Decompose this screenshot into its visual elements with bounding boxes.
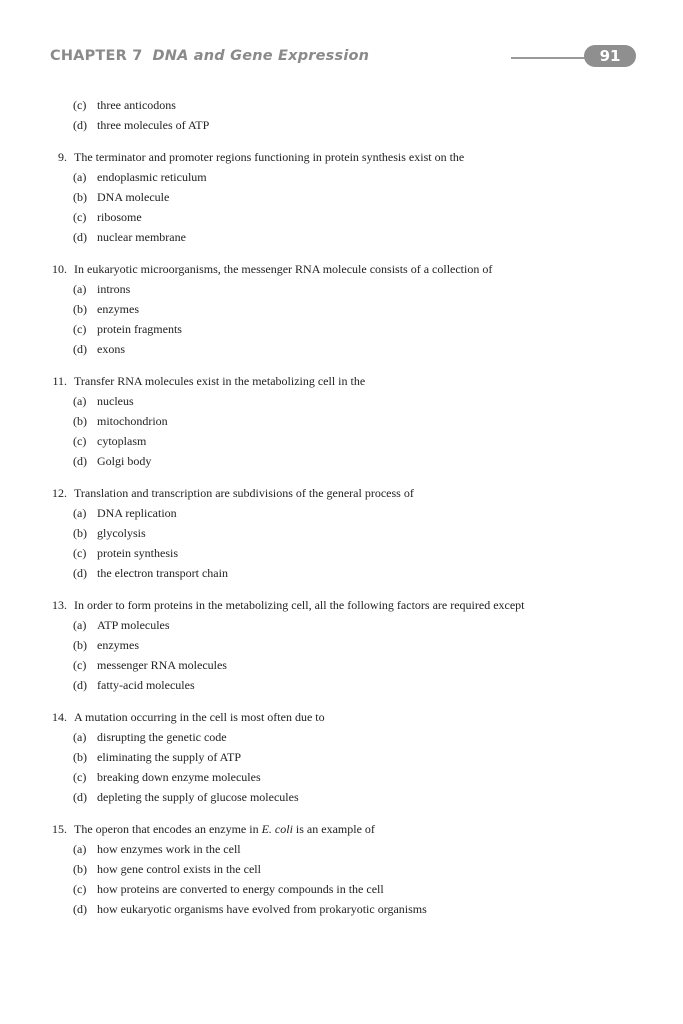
option-text: exons: [97, 342, 125, 356]
option-text: how eukaryotic organisms have evolved from prokaryotic organisms: [97, 902, 427, 916]
option-letter: (b): [73, 862, 87, 876]
option-text: ATP molecules: [97, 618, 170, 632]
option-letter: (d): [73, 790, 87, 804]
option-letter: (b): [73, 414, 87, 428]
answer-option: [73, 394, 134, 408]
answer-option: [73, 414, 168, 428]
question-text-part: is an example of: [292, 822, 375, 836]
option-text: DNA replication: [97, 506, 177, 520]
question-number: 12.: [52, 486, 67, 500]
question-number: 9.: [58, 150, 67, 164]
option-text: nuclear membrane: [97, 230, 186, 244]
option-letter: (a): [73, 170, 87, 184]
answer-option: [73, 902, 427, 916]
option-letter: (b): [73, 526, 87, 540]
option-letter: (c): [73, 882, 87, 896]
answer-option: [73, 566, 228, 580]
option-text: mitochondrion: [97, 414, 168, 428]
chapter-label: CHAPTER 7: [50, 48, 143, 64]
answer-option: [73, 618, 170, 632]
option-letter: (c): [73, 434, 87, 448]
question-number: 11.: [52, 374, 67, 388]
answer-option: [73, 342, 125, 356]
question-text-part: The operon that encodes an enzyme in: [74, 822, 262, 836]
answer-option: [73, 506, 177, 520]
option-letter: (c): [73, 658, 87, 672]
option-text: endoplasmic reticulum: [97, 170, 207, 184]
option-letter: (a): [73, 842, 87, 856]
option-letter: (b): [73, 750, 87, 764]
option-text: protein fragments: [97, 322, 182, 336]
option-letter: (a): [73, 730, 87, 744]
option-letter: (d): [73, 342, 87, 356]
question-text: Transfer RNA molecules exist in the metabolizing cell in the: [74, 374, 366, 388]
question-text: In order to form proteins in the metabolizing cell, all the following factors are required except: [74, 598, 525, 612]
option-text: ribosome: [97, 210, 142, 224]
chapter-title: DNA and Gene Expression: [152, 48, 370, 64]
organism-name: E. coli: [261, 822, 293, 836]
option-letter: (c): [73, 322, 87, 336]
option-text: the electron transport chain: [97, 566, 228, 580]
answer-option: [73, 730, 227, 744]
question-text: In eukaryotic microorganisms, the messenger RNA molecule consists of a collection of: [74, 262, 493, 276]
answer-option: [73, 862, 261, 876]
answer-option: [73, 882, 384, 896]
option-letter: (c): [73, 98, 87, 112]
answer-option: [73, 750, 241, 764]
answer-option: [73, 190, 169, 204]
answer-option: [73, 546, 178, 560]
option-text: messenger RNA molecules: [97, 658, 227, 672]
option-text: how enzymes work in the cell: [97, 842, 241, 856]
answer-option: [73, 526, 146, 540]
answer-option: [73, 658, 227, 672]
option-text: fatty-acid molecules: [97, 678, 195, 692]
option-text: how gene control exists in the cell: [97, 862, 261, 876]
option-text: Golgi body: [97, 454, 152, 468]
answer-option: [73, 678, 195, 692]
question-text: Translation and transcription are subdivisions of the general process of: [74, 486, 414, 500]
option-letter: (c): [73, 770, 87, 784]
answer-option: [73, 322, 182, 336]
answer-option: [73, 282, 130, 296]
option-letter: (b): [73, 638, 87, 652]
answer-option: [73, 302, 139, 316]
answer-option: [73, 842, 241, 856]
option-letter: (a): [73, 394, 87, 408]
question-number: 13.: [52, 598, 67, 612]
answer-option: [73, 118, 209, 132]
answer-option: [73, 98, 176, 112]
answer-option: [73, 770, 261, 784]
option-letter: (d): [73, 566, 87, 580]
answer-option: [73, 790, 299, 804]
answer-option: [73, 454, 151, 468]
option-letter: (b): [73, 190, 87, 204]
option-letter: (d): [73, 678, 87, 692]
option-text: enzymes: [97, 302, 139, 316]
question-number: 15.: [52, 822, 67, 836]
option-letter: (a): [73, 618, 87, 632]
option-text: disrupting the genetic code: [97, 730, 227, 744]
answer-option: [73, 434, 146, 448]
question-text: The terminator and promoter regions functioning in protein synthesis exist on the: [74, 150, 465, 164]
option-letter: (d): [73, 454, 87, 468]
option-text: eliminating the supply of ATP: [97, 750, 241, 764]
answer-option: [73, 230, 186, 244]
question-text: [74, 822, 375, 836]
option-letter: (d): [73, 902, 87, 916]
option-text: DNA molecule: [97, 190, 170, 204]
option-text: cytoplasm: [97, 434, 147, 448]
question-number: 14.: [52, 710, 67, 724]
header-rule: [511, 57, 591, 59]
option-letter: (a): [73, 282, 87, 296]
option-letter: (d): [73, 118, 87, 132]
option-letter: (b): [73, 302, 87, 316]
answer-option: [73, 210, 142, 224]
option-text: three molecules of ATP: [97, 118, 210, 132]
page-number-badge: 91: [584, 45, 636, 67]
option-letter: (c): [73, 546, 87, 560]
option-text: nucleus: [97, 394, 134, 408]
chapter-heading: [50, 48, 369, 64]
answer-option: [73, 638, 139, 652]
option-text: how proteins are converted to energy compounds in the cell: [97, 882, 384, 896]
option-text: protein synthesis: [97, 546, 178, 560]
option-text: enzymes: [97, 638, 139, 652]
option-text: introns: [97, 282, 131, 296]
option-text: breaking down enzyme molecules: [97, 770, 261, 784]
question-text: A mutation occurring in the cell is most often due to: [74, 710, 325, 724]
option-letter: (a): [73, 506, 87, 520]
option-letter: (d): [73, 230, 87, 244]
answer-option: [73, 170, 207, 184]
option-text: glycolysis: [97, 526, 146, 540]
option-letter: (c): [73, 210, 87, 224]
option-text: depleting the supply of glucose molecules: [97, 790, 299, 804]
option-text: three anticodons: [97, 98, 176, 112]
question-number: 10.: [52, 262, 67, 276]
